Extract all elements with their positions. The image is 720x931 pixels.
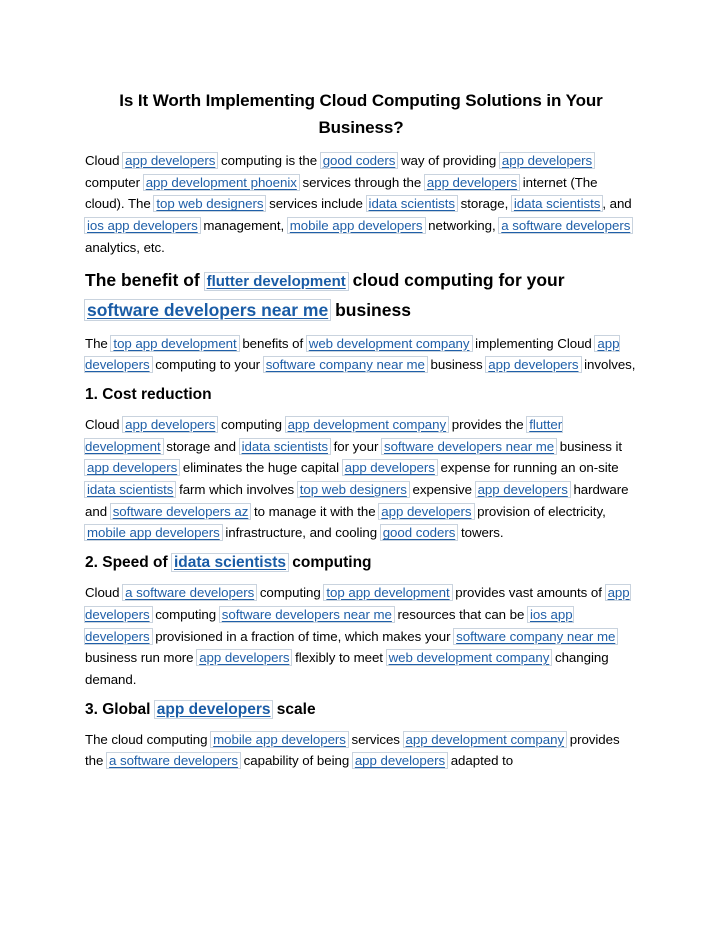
text-run: cloud computing for your bbox=[347, 269, 565, 290]
text-run: networking, bbox=[424, 218, 500, 234]
text-run: eliminates the huge capital bbox=[179, 460, 343, 476]
hyperlink[interactable]: app developers bbox=[477, 482, 568, 498]
hyperlink[interactable]: idata scientists bbox=[368, 196, 455, 212]
text-run: provisioned in a fraction of time, which makes your bbox=[151, 628, 455, 644]
hyperlink[interactable]: app development company bbox=[287, 416, 447, 432]
document-title: Is It Worth Implementing Cloud Computing Solutions in Your Business? bbox=[119, 91, 603, 137]
hyperlink[interactable]: idata scientists bbox=[241, 438, 328, 454]
text-run: storage and bbox=[162, 438, 240, 454]
intro-paragraph bbox=[85, 150, 637, 259]
hyperlink[interactable]: app developers bbox=[426, 174, 518, 190]
global-scale-heading bbox=[85, 699, 637, 721]
hyperlink[interactable]: software developers az bbox=[112, 503, 249, 519]
text-run: provides the bbox=[448, 416, 528, 432]
hyperlink[interactable]: software company near me bbox=[265, 357, 425, 373]
hyperlink[interactable]: mobile app developers bbox=[213, 731, 346, 747]
hyperlink[interactable]: web development company bbox=[308, 335, 470, 351]
text-run: hardware and bbox=[85, 482, 629, 519]
text-run: flexibly to meet bbox=[291, 650, 387, 666]
text-run: farm which involves bbox=[175, 482, 298, 498]
text-run: computing is the bbox=[217, 153, 321, 168]
text-run: implementing Cloud bbox=[471, 335, 596, 351]
text-run: computing to your bbox=[151, 357, 264, 373]
text-run: services bbox=[347, 731, 404, 747]
hyperlink[interactable]: top web designers bbox=[156, 196, 264, 212]
hyperlink[interactable]: app developers bbox=[125, 416, 216, 432]
hyperlink[interactable]: mobile app developers bbox=[87, 525, 220, 541]
hyperlink[interactable]: app developers bbox=[199, 650, 290, 666]
text-run: to manage it with the bbox=[250, 503, 380, 519]
text-run: computing bbox=[288, 554, 372, 572]
hyperlink[interactable]: idata scientists bbox=[513, 196, 601, 212]
text-run: computing bbox=[217, 416, 286, 432]
hyperlink[interactable]: top app development bbox=[113, 335, 237, 351]
hyperlink[interactable]: a software developers bbox=[125, 585, 255, 601]
document-content bbox=[85, 87, 637, 772]
hyperlink[interactable]: good coders bbox=[382, 525, 456, 541]
text-run: business it bbox=[556, 438, 623, 454]
text-run: computing bbox=[256, 585, 325, 601]
hyperlink[interactable]: software developers near me bbox=[383, 438, 555, 454]
text-run: Cloud bbox=[85, 416, 124, 432]
text-run: management, bbox=[199, 218, 288, 234]
hyperlink[interactable]: app developers bbox=[85, 585, 630, 622]
hyperlink[interactable]: app developers bbox=[87, 460, 178, 476]
hyperlink[interactable]: top app development bbox=[326, 585, 450, 601]
benefits-paragraph bbox=[85, 333, 637, 376]
hyperlink[interactable]: app developers bbox=[488, 357, 579, 373]
text-run: changing demand. bbox=[85, 650, 609, 687]
hyperlink[interactable]: a software developers bbox=[501, 218, 631, 234]
text-run: provision of electricity, bbox=[473, 503, 606, 519]
hyperlink[interactable]: flutter development bbox=[85, 416, 563, 454]
text-run: services through the bbox=[298, 174, 425, 190]
hyperlink[interactable]: top web designers bbox=[299, 482, 407, 498]
hyperlink[interactable]: flutter development bbox=[206, 272, 346, 290]
text-run: infrastructure, and cooling bbox=[221, 525, 381, 541]
speed-heading bbox=[85, 552, 637, 574]
hyperlink[interactable]: app developers bbox=[501, 153, 593, 168]
text-run: 3. Global bbox=[85, 700, 155, 718]
hyperlink[interactable]: app developers bbox=[344, 460, 435, 476]
hyperlink[interactable]: ios app developers bbox=[85, 606, 573, 644]
hyperlink[interactable]: idata scientists bbox=[174, 554, 286, 572]
hyperlink[interactable]: web development company bbox=[388, 650, 550, 666]
text-run: business bbox=[426, 357, 487, 373]
text-run: provides the bbox=[85, 731, 620, 769]
text-run: expensive bbox=[408, 482, 476, 498]
hyperlink[interactable]: app development phoenix bbox=[145, 174, 297, 190]
hyperlink[interactable]: good coders bbox=[322, 153, 396, 168]
text-run: resources that can be bbox=[393, 606, 529, 622]
hyperlink[interactable]: app developers bbox=[125, 153, 216, 168]
text-run: way of providing bbox=[397, 153, 500, 168]
text-run: provides vast amounts of bbox=[451, 585, 606, 601]
hyperlink[interactable]: app developers bbox=[156, 700, 271, 718]
hyperlink[interactable]: idata scientists bbox=[87, 482, 174, 498]
hyperlink[interactable]: software developers near me bbox=[87, 299, 329, 320]
text-run: business run more bbox=[85, 650, 198, 666]
hyperlink[interactable]: mobile app developers bbox=[289, 218, 423, 234]
cost-reduction-paragraph bbox=[85, 414, 637, 544]
text-run: Cloud bbox=[85, 585, 124, 601]
text-run: storage, bbox=[456, 196, 512, 212]
text-run: The bbox=[85, 335, 112, 351]
text-run: services include bbox=[265, 196, 367, 212]
text-run: The benefit of bbox=[85, 269, 205, 290]
text-run: scale bbox=[272, 700, 316, 718]
hyperlink[interactable]: app developers bbox=[85, 335, 620, 373]
hyperlink[interactable]: software developers near me bbox=[221, 606, 392, 622]
text-run: The cloud computing bbox=[85, 731, 212, 747]
text-run: capability of being bbox=[240, 753, 353, 769]
hyperlink[interactable]: app developers bbox=[354, 753, 446, 769]
text-run: for your bbox=[330, 438, 382, 454]
text-run: benefits of bbox=[238, 335, 307, 351]
text-run: 2. Speed of bbox=[85, 554, 172, 572]
speed-paragraph bbox=[85, 582, 637, 691]
hyperlink[interactable]: ios app developers bbox=[87, 218, 198, 234]
hyperlink[interactable]: a software developers bbox=[108, 753, 239, 769]
text-run: analytics, etc. bbox=[85, 239, 165, 255]
text-run: internet (The cloud). The bbox=[85, 174, 598, 212]
cost-reduction-heading bbox=[85, 384, 637, 406]
hyperlink[interactable]: app developers bbox=[381, 503, 472, 519]
text-run: computing bbox=[151, 606, 220, 622]
text-run: business bbox=[330, 299, 411, 320]
hyperlink[interactable]: software company near me bbox=[456, 628, 616, 644]
text-run: involves, bbox=[580, 357, 636, 373]
text-run: towers. bbox=[457, 525, 504, 541]
text-run: expense for running an on-site bbox=[436, 460, 619, 476]
text-run: 1. Cost reduction bbox=[85, 385, 212, 403]
text-run: Cloud bbox=[85, 153, 124, 168]
text-run: adapted to bbox=[447, 753, 514, 769]
text-run: , and bbox=[602, 196, 632, 212]
text-run: computer bbox=[85, 174, 144, 190]
global-scale-paragraph bbox=[85, 729, 637, 772]
hyperlink[interactable]: app development company bbox=[405, 731, 565, 747]
benefit-heading bbox=[85, 266, 637, 325]
